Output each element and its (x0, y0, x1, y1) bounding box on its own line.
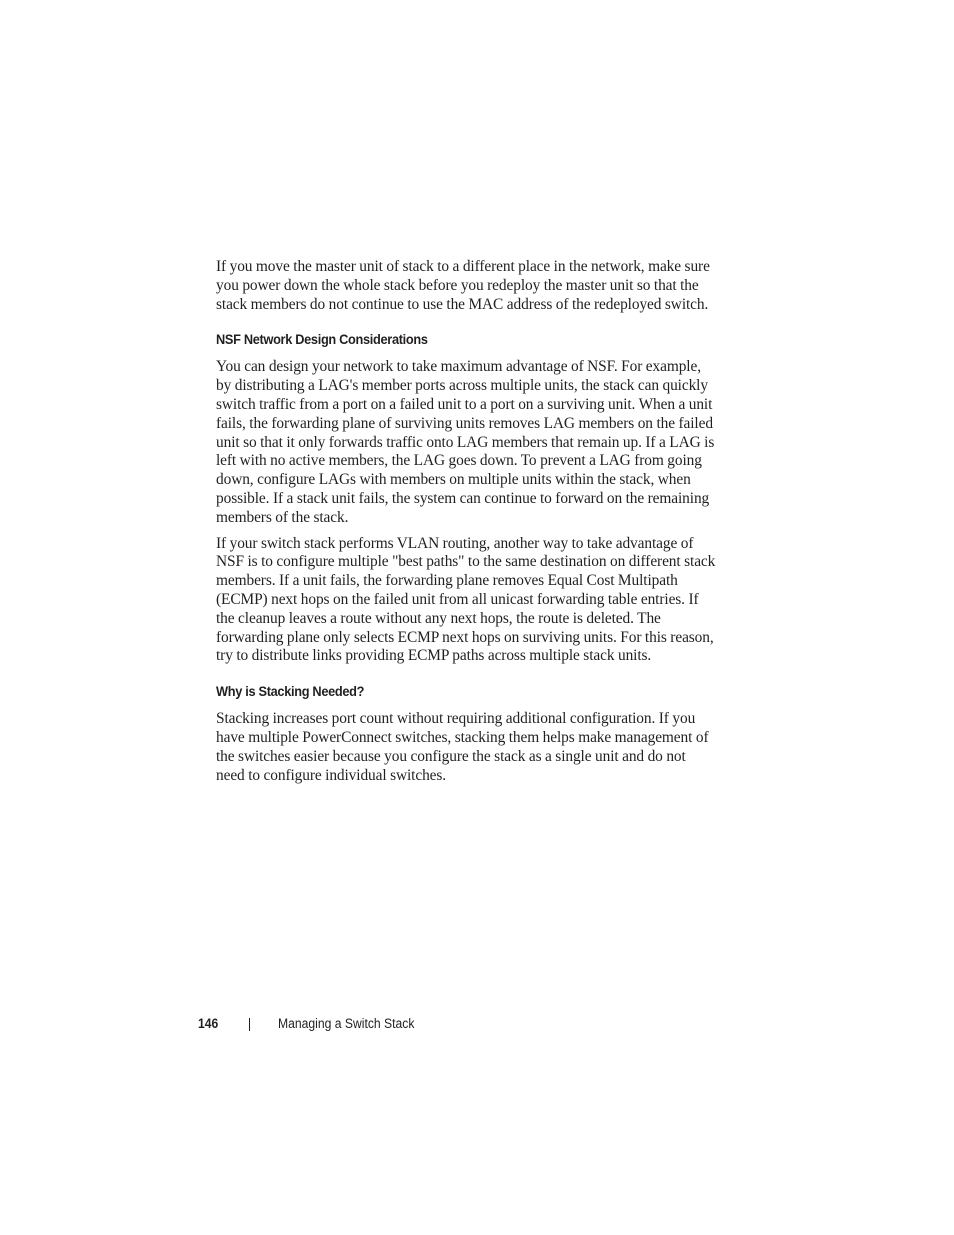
intro-paragraph: If you move the master unit of stack to a different place in the network, make sure you power down the whole stack before you redeploy the master unit so that the stack members do not continue to use the MAC address of the redeployed switch. (216, 258, 710, 313)
nsf-heading: NSF Network Design Considerations (216, 332, 428, 349)
chapter-title: Managing a Switch Stack (278, 1016, 415, 1031)
stacking-paragraph: Stacking increases port count without requiring additional configuration. If you have multiple PowerConnect switches, stacking them helps make management of the switches easier because you configure the stack as a single unit and do not need to configure individual switches. (216, 710, 709, 784)
stacking-heading: Why is Stacking Needed? (216, 684, 365, 701)
footer-separator (249, 1018, 250, 1031)
nsf-paragraph-2: If your switch stack performs VLAN routing, another way to take advantage of NSF is to configure multiple "best paths" to the same destination on different stack members. If a unit fails, the forwarding plane removes Equal Cost Multipath (ECMP) next hops on the failed unit from all unicast forwarding table entries. If the cleanup leaves a route without any next hops, the route is deleted. The forwarding plane only selects ECMP next hops on surviving units. For this reason, try to distribute links providing ECMP paths across multiple stack units. (216, 534, 716, 665)
page-content (216, 258, 716, 785)
nsf-paragraph-1: You can design your network to take maximum advantage of NSF. For example, by distributing a LAG's member ports across multiple units, the stack can quickly switch traffic from a port on a failed unit to a port on a surviving unit. When a unit fails, the forwarding plane of surviving units removes LAG members on the failed unit so that it only forwards traffic onto LAG members that remain up. If a LAG is left with no active members, the LAG goes down. To prevent a LAG from going down, configure LAGs with members on multiple units within the stack, when possible. If a stack unit fails, the system can continue to forward on the remaining members of the stack. (216, 358, 715, 526)
page-number: 146 (198, 1016, 219, 1031)
